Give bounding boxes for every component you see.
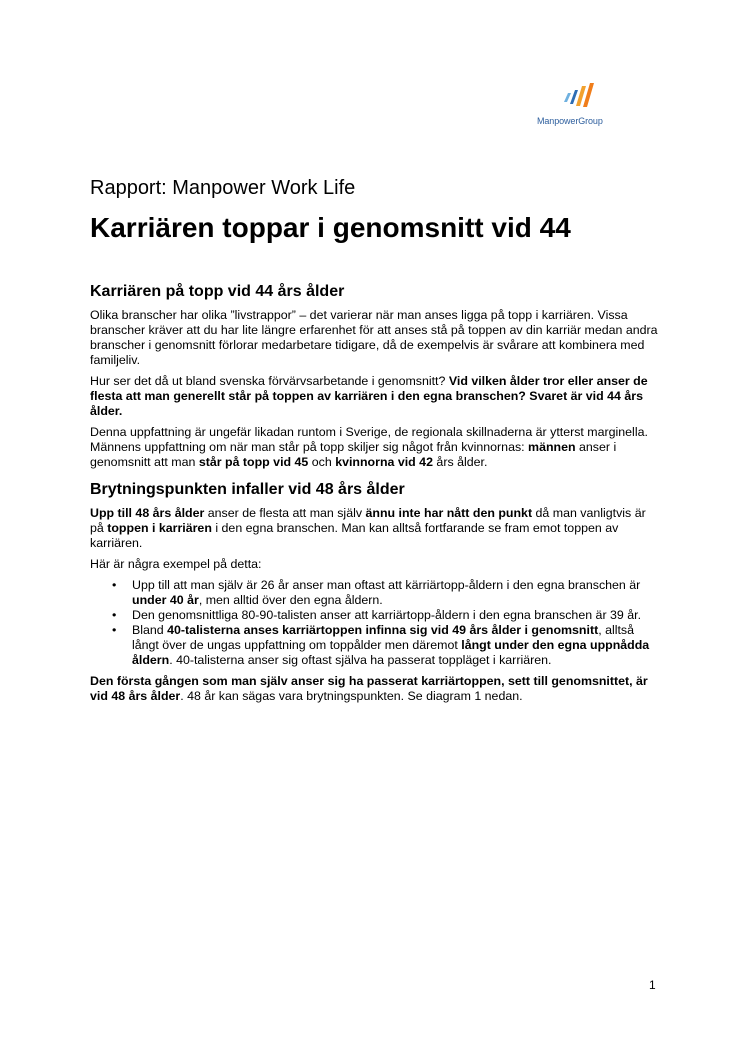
bold-text-run: Vid vilken ålder tror eller anser de flesta att man generellt står på toppen av karriären i den egna branschen? Svaret är vid 44 års ålder.	[90, 374, 648, 418]
text-run: och	[308, 455, 336, 469]
bold-text-run: 40-talisterna anses karriärtoppen infinna sig vid 49 års ålder i genomsnitt	[167, 623, 599, 637]
section1-paragraph-1: Olika branscher har olika ”livstrappor” – det varierar när man anses ligga på topp i karriären. Vissa branscher kräver att du har lite längre erfarenhet för att anses stå på toppen av din karriär medan andra branscher i genomsnitt förlorar medarbetare tidigare, då de exempelvis är svårare att kombinera med familjeliv.	[90, 308, 658, 367]
text-run: , alltså långt över de ungas uppfattning om toppålder men däremot	[132, 623, 635, 652]
list-item	[112, 578, 660, 608]
section2-paragraph-3	[90, 674, 660, 704]
logo-wordmark: ManpowerGroup	[537, 116, 603, 126]
main-content	[90, 176, 660, 704]
manpowergroup-logo-icon	[562, 82, 596, 108]
page-number: 1	[649, 978, 656, 992]
section2-paragraph-1	[90, 506, 660, 551]
bold-text-run: toppen i karriären	[107, 521, 212, 535]
bullet-icon: •	[112, 608, 117, 622]
bullet-icon: •	[112, 578, 117, 592]
bold-text-run: Upp till 48 års ålder	[90, 506, 205, 520]
text-run: års ålder.	[432, 455, 488, 469]
text-run: Bland	[132, 623, 168, 637]
bold-text-run: Den första gången som man själv anser sig ha passerat karriärtoppen, sett till genomsnittet, är vid 48 års ålder	[90, 674, 648, 703]
text-run: . 48 år kan sägas vara brytningspunkten. Se diagram 1 nedan.	[180, 689, 523, 703]
text-run: då man vanligtvis är på	[90, 506, 646, 535]
text-run: Den genomsnittliga 80-90-talisten anser att karriärtopp-åldern i den egna branschen är 39 år.	[132, 608, 642, 622]
list-item	[112, 608, 660, 623]
bold-text-run: ännu inte har nått den punkt	[365, 506, 533, 520]
text-run: Upp till att man själv är 26 år anser man oftast att kärriärtopp-åldern i den egna branschen är	[132, 578, 641, 592]
bullet-icon: •	[112, 623, 117, 637]
text-run: Denna uppfattning är ungefär likadan runtom i Sverige, de regionala skillnaderna är ytterst marginella. Männens uppfattning om när man står på topp skiljer sig något från kvinnornas:	[90, 425, 648, 454]
bold-text-run: står på topp vid 45	[198, 455, 309, 469]
text-run: anser de flesta att man själv	[204, 506, 366, 520]
section1-paragraph-3	[90, 425, 660, 470]
section2-paragraph-2: Här är några exempel på detta:	[90, 557, 262, 571]
manpowergroup-logo	[530, 82, 630, 132]
text-run: . 40-talisterna anser sig oftast själva ha passerat toppläget i karriären.	[169, 653, 552, 667]
text-run: anser i genomsnitt att man	[90, 440, 617, 469]
bold-text-run: männen	[528, 440, 576, 454]
bold-text-run: långt under den egna uppnådda åldern	[132, 638, 650, 667]
section-heading-breaking-point: Brytningspunkten infaller vid 48 års ålder	[90, 481, 405, 498]
text-run: i den egna branschen. Man kan alltså fortfarande se fram emot toppen av karriären.	[90, 521, 619, 550]
text-run: , men alltid över den egna åldern.	[198, 593, 383, 607]
page-title: Karriären toppar i genomsnitt vid 44	[90, 212, 571, 243]
text-run: Hur ser det då ut bland svenska förvärvsarbetande i genomsnitt?	[90, 374, 449, 388]
section1-paragraph-2	[90, 374, 660, 419]
section-heading-career-peak: Karriären på topp vid 44 års ålder	[90, 283, 345, 300]
bold-text-run: kvinnorna vid 42	[335, 455, 433, 469]
list-item	[112, 623, 660, 668]
bold-text-run: under 40 år	[132, 593, 199, 607]
examples-list	[90, 578, 660, 668]
report-subtitle: Rapport: Manpower Work Life	[90, 177, 356, 199]
